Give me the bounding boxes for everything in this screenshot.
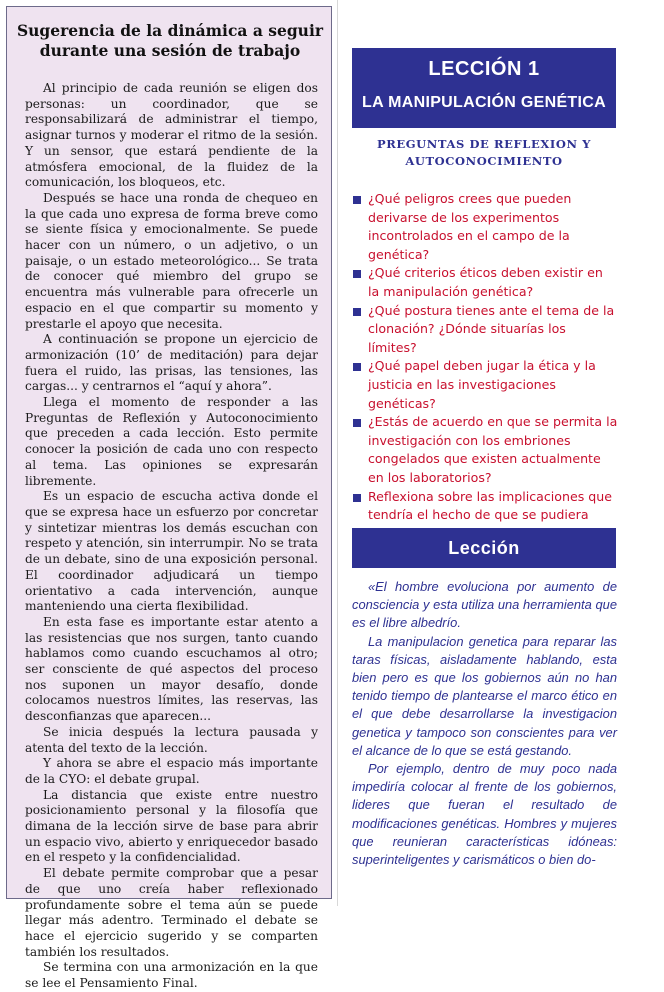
question-item (352, 190, 618, 264)
dynamics-title (7, 21, 333, 61)
lesson-heading: Lección (352, 528, 616, 568)
dynamics-body (25, 81, 318, 992)
question-text: Reflexiona sobre las implicaciones que tendría el hecho de que se pudiera (368, 488, 612, 523)
question-text: ¿Qué peligros crees que pueden derivarse de los experimentos incontrolados en el campo de la genética? (368, 191, 572, 262)
lesson-body (352, 578, 617, 869)
question-text: ¿Estás de acuerdo en que se permita la investigación con los embriones congelados que existen actualmente en los laboratorios? (368, 414, 618, 485)
square-bullet-icon (353, 494, 361, 502)
dynamics-paragraph: Se inicia después la lectura pausada y atenta del texto de la lección. (25, 724, 318, 755)
dynamics-paragraph: En esta fase es importante estar atento a las resistencias que nos surgen, tanto cuando hablamos como cuando escuchamos al otro; ser consciente de qué aspectos del proceso nos suponen un mayor desafío, donde colocamos nuestros límites, las reservas, las desconfianzas que aparecen... (25, 614, 318, 724)
column-divider (337, 0, 338, 906)
questions-heading (352, 136, 616, 170)
questions-heading-line2: AUTOCONOCIMIENTO (405, 154, 563, 168)
question-item (352, 264, 618, 301)
question-text: ¿Qué postura tienes ante el tema de la clonación? ¿Dónde situarías los límites? (368, 302, 615, 355)
square-bullet-icon (353, 308, 361, 316)
dynamics-panel (6, 6, 332, 991)
dynamics-paragraph: La distancia que existe entre nuestro posicionamiento personal y la filosofía que dimana de la lección sirve de base para abrir un espacio vivo, abierto y enriquecedor basado en el respeto y la confidencialidad. (25, 787, 318, 865)
dynamics-paragraph: El debate permite comprobar que a pesar de que uno creía haber reflexionado profundamente sobre el tema aún se puede llegar más adentro. Terminado el debate se hace el ejercicio sugerido y se comparten también los resultados. (25, 866, 318, 959)
dynamics-title-line1: Sugerencia de la dinámica a seguir (16, 21, 324, 40)
lesson-title: LA MANIPULACIÓN GENÉTICA (362, 94, 606, 111)
dynamics-paragraph: A continuación se propone un ejercicio de armonización (10’ de meditación) para dejar fuera el ruido, las prisas, las tensiones, las cargas... y centrarnos el “aquí y ahora”. (25, 332, 318, 394)
dynamics-paragraph: Es un espacio de escucha activa donde el que se expresa hace un esfuerzo por concretar y sintetizar mientras los demás escuchan con respeto y atención, sin interrumpir. No se trata de un debate, sino de una exposición personal. El coordinador adjudicará un tiempo orientativo a cada intervención, aunque manteniendo una cierta flexibilidad. (25, 489, 318, 614)
dynamics-paragraph: Y ahora se abre el espacio más importante de la CYO: el debate grupal. (25, 756, 318, 786)
question-item (352, 302, 618, 358)
lesson-number: LECCIÓN 1 (428, 58, 540, 80)
question-item (352, 413, 618, 487)
questions-heading-line1: PREGUNTAS DE REFLEXION Y (376, 137, 592, 151)
question-text: ¿Qué criterios éticos deben existir en la manipulación genética? (368, 265, 603, 299)
lesson-paragraph: «El hombre evoluciona por aumento de consciencia y esta utiliza una herramienta que es el libre albedrío. (352, 579, 617, 631)
lesson-paragraph: Por ejemplo, dentro de muy poco nada impediría colocar al frente de los gobiernos, lideres que fueran el resultado de modificaciones genéticas. Hombres y mujeres que reunieran características idóneas: superinteligentes y carismáticos o bien do- (352, 761, 617, 868)
question-text: ¿Qué papel deben jugar la ética y la justicia en las investigaciones genéticas? (368, 358, 596, 411)
question-item (352, 357, 618, 413)
dynamics-paragraph: Se termina con una armonización en la que se lee el Pensamiento Final. (25, 960, 318, 991)
square-bullet-icon (353, 270, 361, 278)
question-list (352, 190, 618, 562)
square-bullet-icon (353, 196, 361, 204)
lesson-paragraph: La manipulacion genetica para reparar las taras físicas, aisladamente hablando, esta bien pero es que los gobiernos aún no han tenido tiempo de plantearse el marco ético en el que debe desarrollarse la investigacion genetica y tampoco son conscientes para ver el alcance de lo que se está gestando. (352, 633, 617, 758)
dynamics-paragraph: Después se hace una ronda de chequeo en la que cada uno expresa de forma breve como se siente física y emocionalmente. Se puede hacer con un número, o un adjetivo, o un paisaje, o un estado meteorológico... Se trata de conocer qué miembro del grupo se encuentra más vulnerable para ofrecerle un espacio en el que compartir su momento y prestarle el apoyo que necesita. (25, 190, 318, 331)
square-bullet-icon (353, 363, 361, 371)
dynamics-title-line2: durante una sesión de trabajo (39, 41, 301, 60)
dynamics-paragraph: Al principio de cada reunión se eligen dos personas: un coordinador, que se responsabilizará de administrar el tiempo, asignar turnos y moderar el ritmo de la sesión. Y un sensor, que estará pendiente de la atmósfera emocional, de la fluidez de la comunicación, los bloqueos, etc. (25, 81, 318, 190)
lesson-banner (352, 48, 616, 128)
square-bullet-icon (353, 419, 361, 427)
dynamics-paragraph: Llega el momento de responder a las Preguntas de Reflexión y Autoconocimiento que preceden a cada lección. Esto permite conocer la posición de cada uno con respecto al tema. Las opiniones se expresarán libremente. (25, 395, 318, 488)
